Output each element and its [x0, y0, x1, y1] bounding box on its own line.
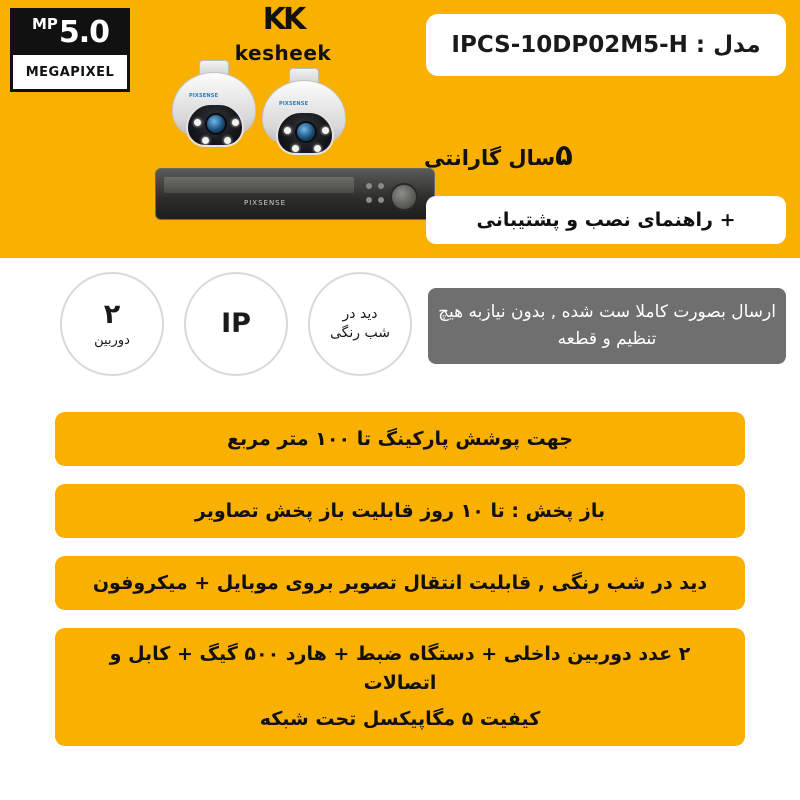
dome-camera-1-icon [172, 60, 256, 152]
feature-bar-night-vision [55, 556, 745, 610]
dvr-button-3 [366, 197, 372, 203]
camera-face [276, 111, 334, 155]
feature-circles [56, 272, 416, 382]
feature-bar-coverage [55, 412, 745, 466]
brand-name: kesheek [234, 41, 332, 65]
shipping-note-text: ارسال بصورت کاملا ست شده , بدون نیازبه هیچ تنظیم و قطعه [438, 301, 776, 349]
feature-bar-package-contents [55, 628, 745, 746]
camera-brand-badge: PIXSENSE [279, 101, 309, 107]
dvr-button-4 [378, 197, 384, 203]
package-contents-line-1: ۲ عدد دوربین داخلی + دستگاه ضبط + هارد ۵۰۰ گیگ + کابل و اتصالات [109, 642, 691, 695]
feature-bar-night-vision-text: دید در شب رنگی , قابلیت انتقال تصویر بروی موبایل + میکروفون [92, 572, 708, 594]
support-pill [426, 196, 786, 244]
model-label: مدل : IPCS-10DP02M5-H [451, 32, 761, 58]
camera-count-label: دوربین [94, 333, 130, 349]
warranty-text [424, 138, 784, 172]
dvr-recorder-image [155, 168, 435, 220]
camera-dome [262, 80, 346, 146]
product-image [150, 60, 440, 240]
camera-led-4 [224, 137, 231, 144]
feature-bar-playback [55, 484, 745, 538]
feature-circle-camera-count [60, 272, 164, 376]
dvr-brand-badge: PIXSENSE [244, 199, 287, 207]
feature-circle-ip [184, 272, 288, 376]
feature-circle-color-night-vision [308, 272, 412, 376]
camera-lens-icon [205, 113, 227, 135]
megapixel-badge [10, 8, 130, 92]
megapixel-subtitle: MEGAPIXEL [25, 64, 115, 80]
dvr-jog-dial [390, 183, 418, 211]
package-contents-line-2: کیفیت ۵ مگاپیکسل تحت شبکه [259, 707, 541, 730]
camera-brand-badge: PIXSENSE [189, 93, 219, 99]
camera-lens-icon [295, 121, 317, 143]
hero-banner [0, 0, 800, 258]
camera-led-4 [314, 145, 321, 152]
brand-mark-icon: KK [262, 2, 304, 37]
camera-face [186, 103, 244, 147]
camera-led-1 [284, 127, 291, 134]
brand-logo [198, 2, 368, 65]
camera-dome [172, 72, 256, 138]
dome-camera-2-icon [262, 68, 346, 160]
night-vision-line-2: شب رنگی [330, 325, 390, 341]
camera-led-2 [232, 119, 239, 126]
camera-led-1 [194, 119, 201, 126]
feature-bars [55, 412, 745, 746]
dvr-button-2 [378, 183, 384, 189]
feature-bar-playback-text: باز پخش : تا ۱۰ روز قابلیت باز پخش تصاویر [194, 500, 606, 522]
support-pill-label: + راهنمای نصب و پشتیبانی [476, 209, 736, 231]
warranty-label: سال گارانتی [424, 146, 556, 170]
shipping-note [428, 288, 786, 364]
camera-led-2 [322, 127, 329, 134]
dvr-button-1 [366, 183, 372, 189]
camera-count-value: ۲ [103, 298, 121, 330]
camera-led-3 [202, 137, 209, 144]
megapixel-badge-top [13, 11, 127, 55]
megapixel-unit: MP [31, 15, 58, 33]
feature-bar-coverage-text: جهت پوشش پارکینگ تا ۱۰۰ متر مربع [227, 428, 573, 450]
model-box [426, 14, 786, 76]
dvr-front-strip [164, 177, 354, 193]
ip-label: IP [221, 308, 251, 340]
warranty-years: ۵ [555, 138, 573, 172]
megapixel-number: 5.0 [58, 15, 110, 50]
camera-led-3 [292, 145, 299, 152]
night-vision-line-1: دید در [342, 306, 378, 323]
